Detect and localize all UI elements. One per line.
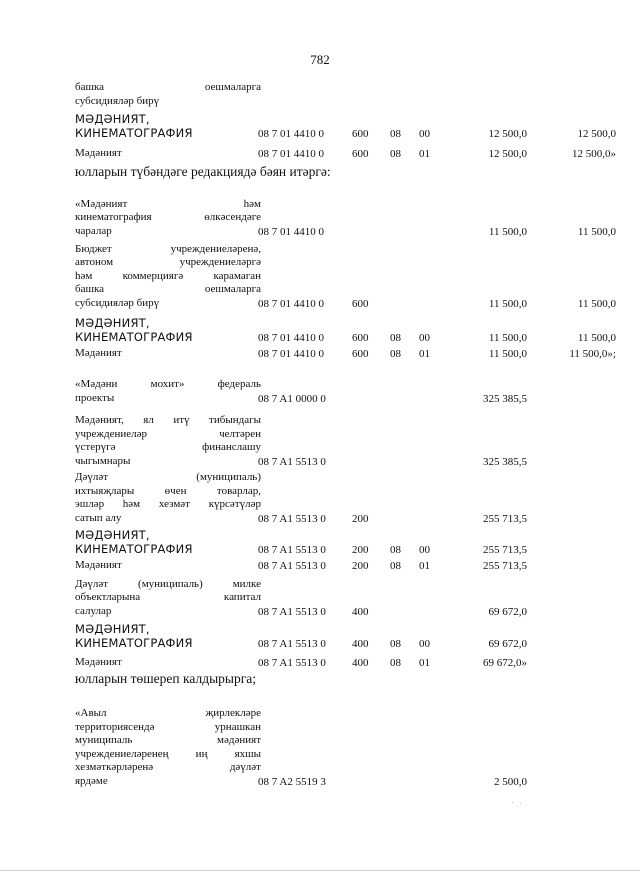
amount-year2: 12 500,0»: [572, 148, 616, 160]
row-name-line: учреждениеләренең иң яхшы: [75, 747, 261, 760]
row-name-line: кинематография өлкәсендәге: [75, 211, 261, 223]
scan-speck: [512, 802, 513, 803]
row-name-line: учреждениеләр челтәрен: [75, 427, 261, 440]
section-code: 08: [390, 128, 401, 140]
row-name-line: МӘДӘНИЯТ,: [75, 112, 150, 126]
row-name-line: автоном учреждениеләргә: [75, 256, 261, 268]
row-name-line: ихтыяҗлары өчен товарлар,: [75, 484, 261, 497]
classification-code: 08 7 01 4410 0: [258, 148, 324, 160]
table-row: [0, 112, 640, 140]
row-name-line: субсидияләр бирү: [75, 296, 160, 309]
table-row: [0, 414, 640, 468]
amount-year1: 12 500,0: [488, 148, 527, 160]
classification-code: 08 7 01 4410 0: [258, 226, 324, 238]
expense-group: 600: [352, 348, 369, 360]
row-name-line: КИНЕМАТОГРАФИЯ: [75, 636, 193, 650]
amount-year1: 11 500,0: [488, 298, 527, 310]
amount-year1: 255 713,5: [483, 544, 527, 556]
classification-code: 08 7 01 4410 0: [258, 332, 324, 344]
row-name-line: башка оешмаларга: [75, 81, 261, 93]
section-code: 08: [390, 332, 401, 344]
row-name-line: һәм коммерциягә карамаган: [75, 269, 261, 282]
classification-code: 08 7 A1 5513 0: [258, 560, 326, 572]
row-name: [75, 578, 261, 619]
table-row: [0, 622, 640, 650]
amount-year1: 69 672,0: [488, 638, 527, 650]
row-name-line: чыгымнары: [75, 454, 131, 467]
classification-code: 08 7 A1 5513 0: [258, 456, 326, 468]
row-name: [75, 347, 261, 361]
subsection-code: 00: [419, 544, 430, 556]
row-name: [75, 112, 261, 140]
amount-year2: 11 500,0»;: [569, 348, 616, 360]
row-name-line: КИНЕМАТОГРАФИЯ: [75, 542, 193, 556]
page-number: 782: [310, 52, 330, 67]
row-name: [75, 378, 261, 405]
row-name-line: Мәдәният: [75, 655, 122, 668]
row-name-line: «Мәдәни мохит» федераль: [75, 378, 261, 390]
section-code: 08: [390, 348, 401, 360]
row-name-line: проекты: [75, 391, 115, 404]
row-name-line: ярдәме: [75, 774, 108, 787]
amount-year2: 11 500,0: [577, 298, 616, 310]
row-name-line: Мәдәният: [75, 346, 122, 359]
classification-code: 08 7 A1 5513 0: [258, 513, 326, 525]
amount-year1: 2 500,0: [494, 776, 527, 788]
table-row: [0, 147, 640, 161]
row-name-line: муниципаль мәдәният: [75, 734, 261, 746]
row-name-line: МӘДӘНИЯТ,: [75, 528, 150, 542]
expense-group: 600: [352, 298, 369, 310]
classification-code: 08 7 01 4410 0: [258, 128, 324, 140]
row-name-line: Мәдәният: [75, 558, 122, 571]
subsection-code: 01: [419, 657, 430, 669]
expense-group: 600: [352, 332, 369, 344]
section-code: 08: [390, 638, 401, 650]
row-name-line: Мәдәният: [75, 146, 122, 159]
row-name-line: хезмәткәрләренә дәүләт: [75, 761, 261, 773]
classification-code: 08 7 A1 5513 0: [258, 657, 326, 669]
table-row: [0, 243, 640, 311]
amount-year1: 11 500,0: [488, 332, 527, 344]
classification-code: 08 7 A1 5513 0: [258, 544, 326, 556]
classification-code: 08 7 01 4410 0: [258, 348, 324, 360]
table-row: [0, 378, 640, 405]
row-name-line: салулар: [75, 604, 112, 617]
table-row: [0, 578, 640, 619]
instruction-text: юлларын төшереп калдырырга;: [75, 671, 257, 686]
row-name: [75, 528, 261, 556]
row-name-line: «Авыл җирлекләре: [75, 707, 261, 719]
expense-group: 400: [352, 638, 369, 650]
table-row: [0, 528, 640, 556]
expense-group: 200: [352, 544, 369, 556]
amount-year1: 11 500,0: [488, 226, 527, 238]
page-edge: [0, 870, 640, 871]
row-name-line: башка оешмаларга: [75, 283, 261, 295]
subsection-code: 00: [419, 128, 430, 140]
row-name-line: МӘДӘНИЯТ,: [75, 316, 150, 330]
classification-code: 08 7 A1 5513 0: [258, 638, 326, 650]
row-name: [75, 147, 261, 161]
subsection-code: 01: [419, 348, 430, 360]
table-row: [0, 656, 640, 670]
amount-year1: 255 713,5: [483, 560, 527, 572]
row-name-line: сатып алу: [75, 511, 122, 524]
subsection-code: 01: [419, 560, 430, 572]
amount-year1: 12 500,0: [488, 128, 527, 140]
amount-year2: 11 500,0: [577, 332, 616, 344]
row-name: [75, 316, 261, 344]
row-name-line: территориясендә урнашкан: [75, 720, 261, 733]
amount-year1: 69 672,0: [488, 606, 527, 618]
row-name-line: КИНЕМАТОГРАФИЯ: [75, 126, 193, 140]
row-name: [75, 198, 261, 239]
amount-year1: 325 385,5: [483, 393, 527, 405]
expense-group: 200: [352, 560, 369, 572]
classification-code: 08 7 A1 5513 0: [258, 606, 326, 618]
table-row: [0, 707, 640, 788]
row-name: [75, 81, 261, 108]
row-name: [75, 471, 261, 525]
row-name: [75, 414, 261, 468]
table-row: [0, 198, 640, 239]
section-code: 08: [390, 148, 401, 160]
amount-year2: 12 500,0: [577, 128, 616, 140]
expense-group: 200: [352, 513, 369, 525]
table-row: [0, 559, 640, 573]
row-name-line: Дәүләт (муниципаль) милке: [75, 577, 261, 590]
row-name-line: Бюджет учреждениеләренә,: [75, 242, 261, 255]
row-name-line: субсидияләр бирү: [75, 94, 160, 107]
row-name-line: үстерүгә финанслашу: [75, 441, 261, 453]
amount-year1: 11 500,0: [488, 348, 527, 360]
amount-year1: 325 385,5: [483, 456, 527, 468]
section-code: 08: [390, 560, 401, 572]
row-name-line: эшләр һәм хезмәт күрсәтүләр: [75, 498, 261, 510]
amount-year1: 69 672,0»: [483, 657, 527, 669]
table-row: [0, 81, 640, 108]
section-code: 08: [390, 657, 401, 669]
amount-year2: 11 500,0: [577, 226, 616, 238]
classification-code: 08 7 A2 5519 3: [258, 776, 326, 788]
classification-code: 08 7 A1 0000 0: [258, 393, 326, 405]
instruction-text: юлларын түбәндәге редакциядә бәян итәргә:: [75, 164, 331, 179]
row-name: [75, 559, 261, 573]
table-row: [0, 471, 640, 525]
section-code: 08: [390, 544, 401, 556]
row-name: [75, 707, 261, 788]
row-name: [75, 656, 261, 670]
expense-group: 600: [352, 128, 369, 140]
subsection-code: 00: [419, 332, 430, 344]
expense-group: 600: [352, 148, 369, 160]
table-row: [0, 347, 640, 361]
row-name-line: КИНЕМАТОГРАФИЯ: [75, 330, 193, 344]
row-name-line: Мәдәният, ял итү тибындагы: [75, 414, 261, 426]
classification-code: 08 7 01 4410 0: [258, 298, 324, 310]
expense-group: 400: [352, 606, 369, 618]
row-name-line: «Мәдәният һәм: [75, 197, 261, 210]
row-name-line: Дәүләт (муниципаль): [75, 471, 261, 483]
subsection-code: 00: [419, 638, 430, 650]
amount-year1: 255 713,5: [483, 513, 527, 525]
row-name-line: чаралар: [75, 224, 112, 237]
row-name: [75, 243, 261, 311]
subsection-code: 01: [419, 148, 430, 160]
table-row: [0, 316, 640, 344]
row-name: [75, 622, 261, 650]
row-name-line: объектларына капитал: [75, 591, 261, 603]
row-name-line: МӘДӘНИЯТ,: [75, 622, 150, 636]
expense-group: 400: [352, 657, 369, 669]
scan-speck: [520, 803, 521, 804]
